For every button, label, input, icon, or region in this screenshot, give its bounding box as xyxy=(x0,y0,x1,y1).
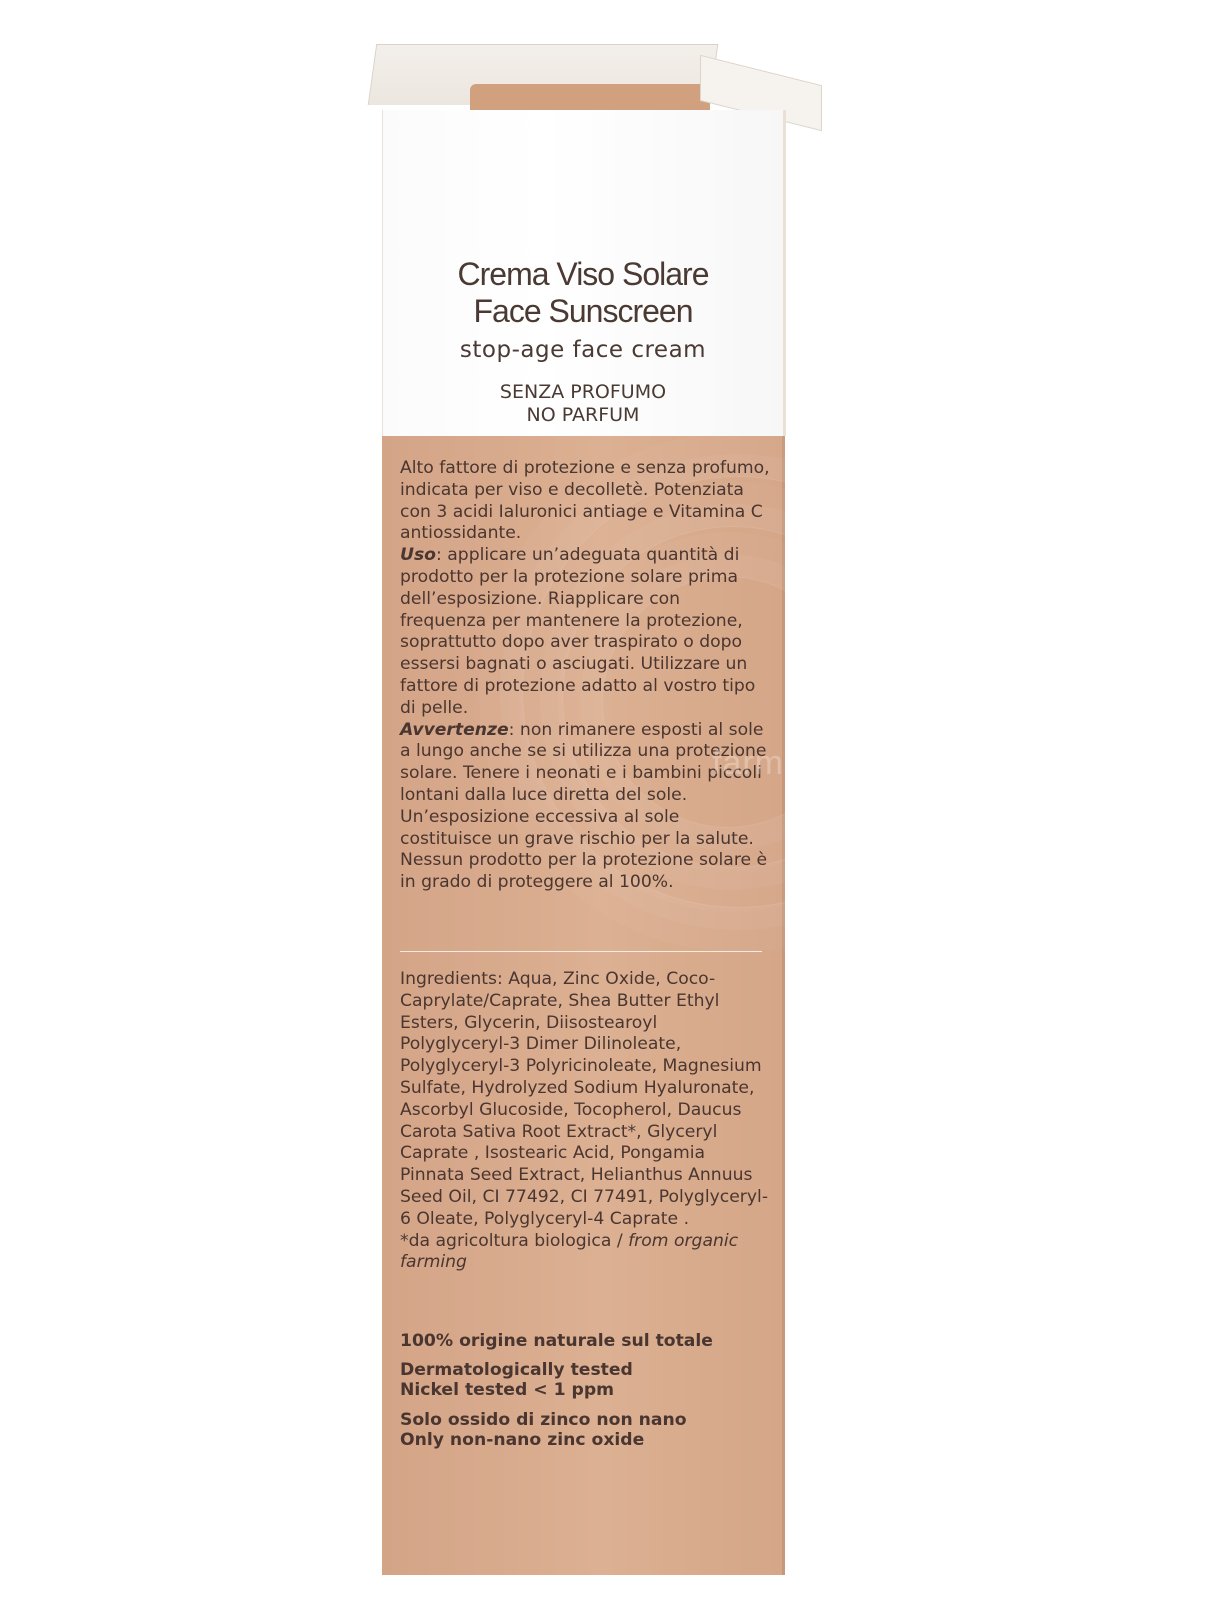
description-intro: Alto fattore di protezione e senza profumo, indicata per viso e decolletè. Potenziata con 3 acidi Ialuronici antiage e Vitamina C antiossidante. xyxy=(400,458,770,544)
product-subtitle: stop-age face cream xyxy=(459,337,707,363)
organic-note-en: from organic farming xyxy=(400,1230,739,1273)
zinc-claim-en: Only non-nano zinc oxide xyxy=(400,1430,645,1450)
ingredients-text: Ingredients: Aqua, Zinc Oxide, Coco-Caprylate/Caprate, Shea Butter Ethyl Esters, Glycerin, Diisostearoyl Polyglyceryl-3 Dimer Dilinoleate, Polyglyceryl-3 Polyricinoleate, Magnesium Sulfate, Hydrolyzed Sodium Hyaluronate, Ascorbyl Glucoside, Tocopherol, Daucus Carota Sativa Root Extract*, Glyceryl Caprate , Isostearic Acid, Pongamia Pinnata Seed Extract, Helianthus Annuus Seed Oil, CI 77492, CI 77491, Polyglyceryl-6 Oleate, Polyglyceryl-4 Caprate . xyxy=(400,969,769,1229)
warnings-text: : non rimanere esposti al sole a lungo anche se si utilizza una protezione solare. Tenere i neonati e i bambini piccoli lontani dalla luce diretta del sole. Un’esposizione eccessiva al sole costituisce un grave rischio per la salute. Nessun prodotto per la protezione solare è in grado di proteggere al 100%. xyxy=(400,719,768,893)
box-info-panel xyxy=(382,436,877,1575)
watermark: farmaciasi xyxy=(712,744,877,782)
no-perfume-label xyxy=(383,381,783,427)
organic-note-it: *da agricoltura biologica / xyxy=(400,1230,629,1251)
usage-paragraph xyxy=(400,545,770,719)
product-title-en: Face Sunscreen xyxy=(473,293,693,329)
product-description xyxy=(400,458,770,894)
usage-text: : applicare un’adeguata quantità di prodotto per la protezione solare prima dell’esposizione. Riapplicare con frequenza per mantenere la protezione, soprattutto dopo aver traspirato o dopo essersi bagnati o asciugati. Utilizzare un fattore di protezione adatto al vostro tipo di pelle. xyxy=(400,545,756,718)
ingredients-list xyxy=(400,969,770,1274)
warnings-label: Avvertenze xyxy=(400,719,509,740)
product-title-it: Crema Viso Solare xyxy=(457,256,709,292)
zinc-claim-it: Solo ossido di zinco non nano xyxy=(400,1410,687,1430)
sunscreen-box xyxy=(382,110,877,1575)
natural-origin-claim: 100% origine naturale sul totale xyxy=(400,1331,713,1351)
no-perfume-it: SENZA PROFUMO xyxy=(499,381,667,403)
derm-tested: Dermatologically tested xyxy=(400,1360,633,1380)
nickel-tested: Nickel tested < 1 ppm xyxy=(400,1380,615,1400)
divider xyxy=(400,951,762,952)
no-perfume-en: NO PARFUM xyxy=(526,404,640,426)
usage-label: Uso xyxy=(400,545,436,566)
zinc-claims xyxy=(400,1410,770,1450)
box-label-panel xyxy=(382,110,786,436)
tested-claims xyxy=(400,1360,770,1400)
